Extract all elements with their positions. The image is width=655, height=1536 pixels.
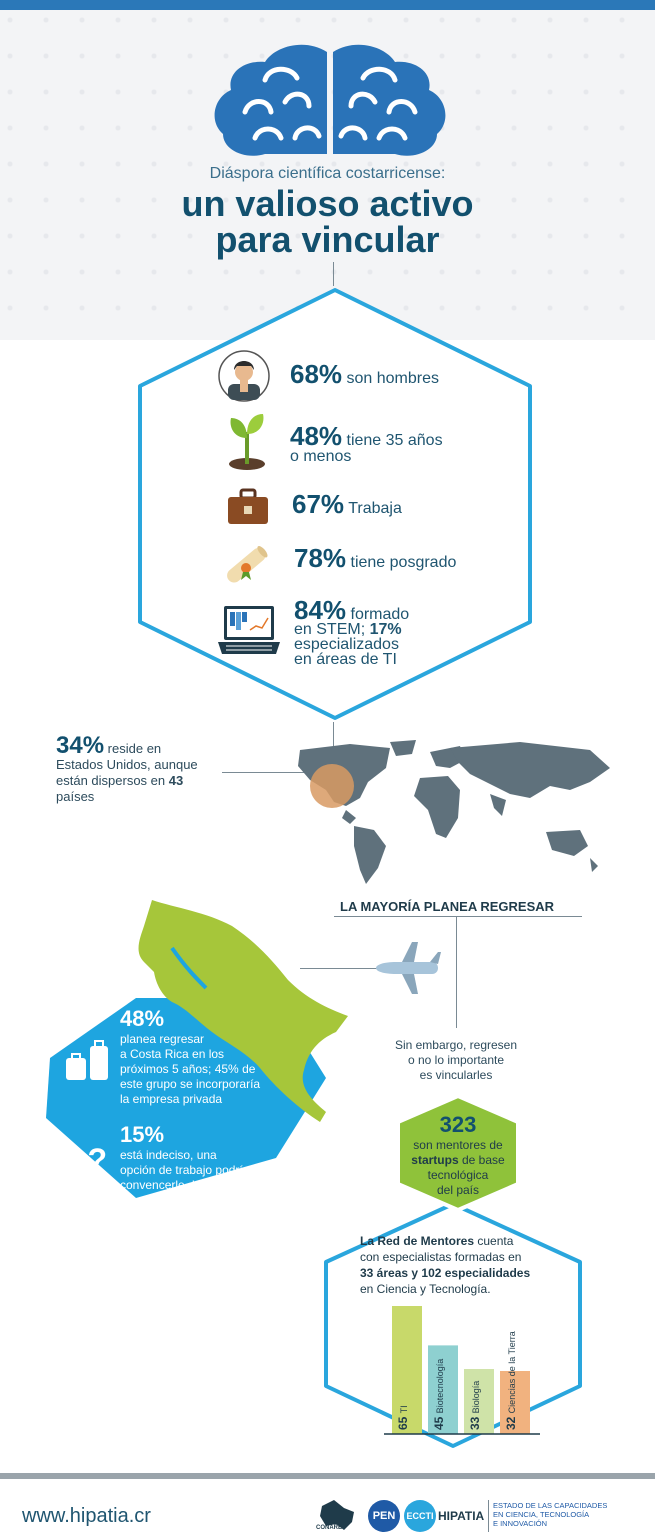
undecided-line-1: está indeciso, una (120, 1148, 217, 1162)
footer-tagline (493, 1501, 607, 1528)
tagline-1: ESTADO DE LAS CAPACIDADES (493, 1501, 608, 1510)
mentors-desc4: en Ciencia y Tecnología. (360, 1282, 491, 1296)
world-stat (56, 732, 198, 805)
return-underline (334, 916, 582, 917)
mentors-line4: del país (436, 1183, 480, 1197)
man-icon (218, 350, 270, 402)
world-line4: países (56, 789, 95, 804)
note-block (370, 1038, 542, 1083)
stat-men (290, 359, 439, 389)
stat-age-text: tiene 35 años (346, 432, 443, 449)
mentors-desc-bold3: 33 áreas y 102 especialidades (360, 1266, 531, 1280)
plan-line-4: este grupo se incorporaría (120, 1077, 261, 1091)
note-line-2: o no lo importante (407, 1053, 505, 1067)
mentors-desc2: con especialistas formadas en (360, 1250, 522, 1264)
conare-label: CONARE (316, 1525, 343, 1531)
return-heading: LA MAYORÍA PLANEA REGRESAR (340, 899, 555, 914)
bar-label-2: 33 Biología (468, 1380, 482, 1430)
mentors-line3: tecnológica (427, 1168, 489, 1182)
eccti-logo (404, 1500, 436, 1532)
undecided-block (120, 1122, 249, 1193)
hipatia-logo: HIPATIA (438, 1509, 485, 1523)
bar-label-1: 45 Biotecnología (432, 1358, 446, 1430)
mentors-line1: son mentores de (413, 1138, 503, 1152)
mentors-count: 323 (439, 1112, 477, 1137)
sprout-icon (225, 410, 269, 470)
mentors-line2b: de base (458, 1153, 505, 1167)
stat-stem-text2a: en STEM; (294, 621, 370, 638)
stat-age-pct: 48% (290, 421, 343, 451)
stat-postgrad-text: tiene posgrado (350, 554, 457, 571)
world-pct: 34% (56, 732, 105, 759)
stat-postgrad-pct: 78% (294, 543, 347, 573)
specialties-chart (380, 1296, 550, 1440)
title-line-1: un valioso activo (181, 183, 474, 224)
brain-icon (205, 42, 455, 162)
stat-stem-pct: 84% (294, 595, 347, 625)
footer-bar (0, 1473, 655, 1479)
world-line3a: están dispersos en (56, 773, 169, 788)
undecided-pct: 15% (120, 1122, 165, 1147)
airplane-icon (372, 940, 442, 996)
world-map (290, 738, 620, 888)
connector-line (333, 262, 334, 286)
stat-work-pct: 67% (292, 489, 345, 519)
world-line3b: 43 (168, 773, 184, 788)
stat-age-text2: o menos (290, 448, 352, 465)
world-line2: Estados Unidos, aunque (56, 757, 198, 772)
stat-work-text: Trabaja (348, 500, 402, 517)
stat-stem-text2b: 17% (369, 621, 402, 638)
luggage-icon (62, 1040, 112, 1082)
pen-logo (368, 1500, 400, 1532)
stat-men-pct: 68% (290, 359, 343, 389)
top-bar (0, 0, 655, 10)
plan-line-5: la empresa privada (120, 1092, 223, 1106)
stat-work (292, 489, 402, 519)
mentors-description (360, 1233, 530, 1297)
note-line-1: Sin embargo, regresen (394, 1038, 518, 1052)
plan-block (120, 1006, 260, 1107)
stat-stem (294, 595, 410, 668)
eccti-label: ECCTI (406, 1511, 434, 1521)
page-title (0, 183, 655, 260)
stat-stem-text4: en áreas de TI (294, 651, 397, 668)
stat-stem-text3: especializados (294, 636, 399, 653)
stat-stem-text: formado (350, 606, 410, 623)
subtitle: Diáspora científica costarricense: (209, 165, 446, 182)
plan-line-1: planea regresar (120, 1032, 205, 1046)
return-vertical-line (456, 916, 457, 1028)
briefcase-icon (226, 488, 270, 526)
footer-url[interactable]: www.hipatia.cr (22, 1505, 151, 1527)
tagline-2: EN CIENCIA, TECNOLOGÍA (493, 1510, 590, 1519)
mentors-desc-bold1: La Red de Mentores (360, 1234, 475, 1248)
stat-age (290, 421, 443, 465)
bar-label-0: 65 TI (396, 1405, 410, 1430)
plan-line-2: a Costa Rica en los (120, 1047, 225, 1061)
world-line1: reside en (107, 741, 162, 756)
title-line-2: para vincular (215, 219, 440, 260)
bar-label-3: 32 Ciencias de la Tierra (504, 1331, 518, 1430)
note-line-3: es vincularles (419, 1068, 493, 1082)
laptop-icon (216, 604, 282, 656)
pen-label: PEN (372, 1510, 396, 1522)
footer-divider (488, 1500, 489, 1532)
undecided-line-2: opción de trabajo podría (120, 1163, 250, 1177)
mentors-desc1: cuenta (474, 1234, 514, 1248)
diploma-icon (222, 544, 272, 588)
undecided-line-3: convencerle de regresar (120, 1178, 250, 1192)
plan-line-3: próximos 5 años; 45% de (120, 1062, 256, 1076)
stat-postgrad (294, 543, 457, 573)
stat-men-text: son hombres (346, 370, 439, 387)
plan-pct: 48% (120, 1006, 165, 1031)
tagline-3: E INNOVACIÓN (493, 1519, 548, 1528)
question-icon: ¿? (68, 1142, 108, 1178)
mentors-line2a: startups (411, 1153, 459, 1167)
mentors-badge-text (394, 1112, 522, 1198)
